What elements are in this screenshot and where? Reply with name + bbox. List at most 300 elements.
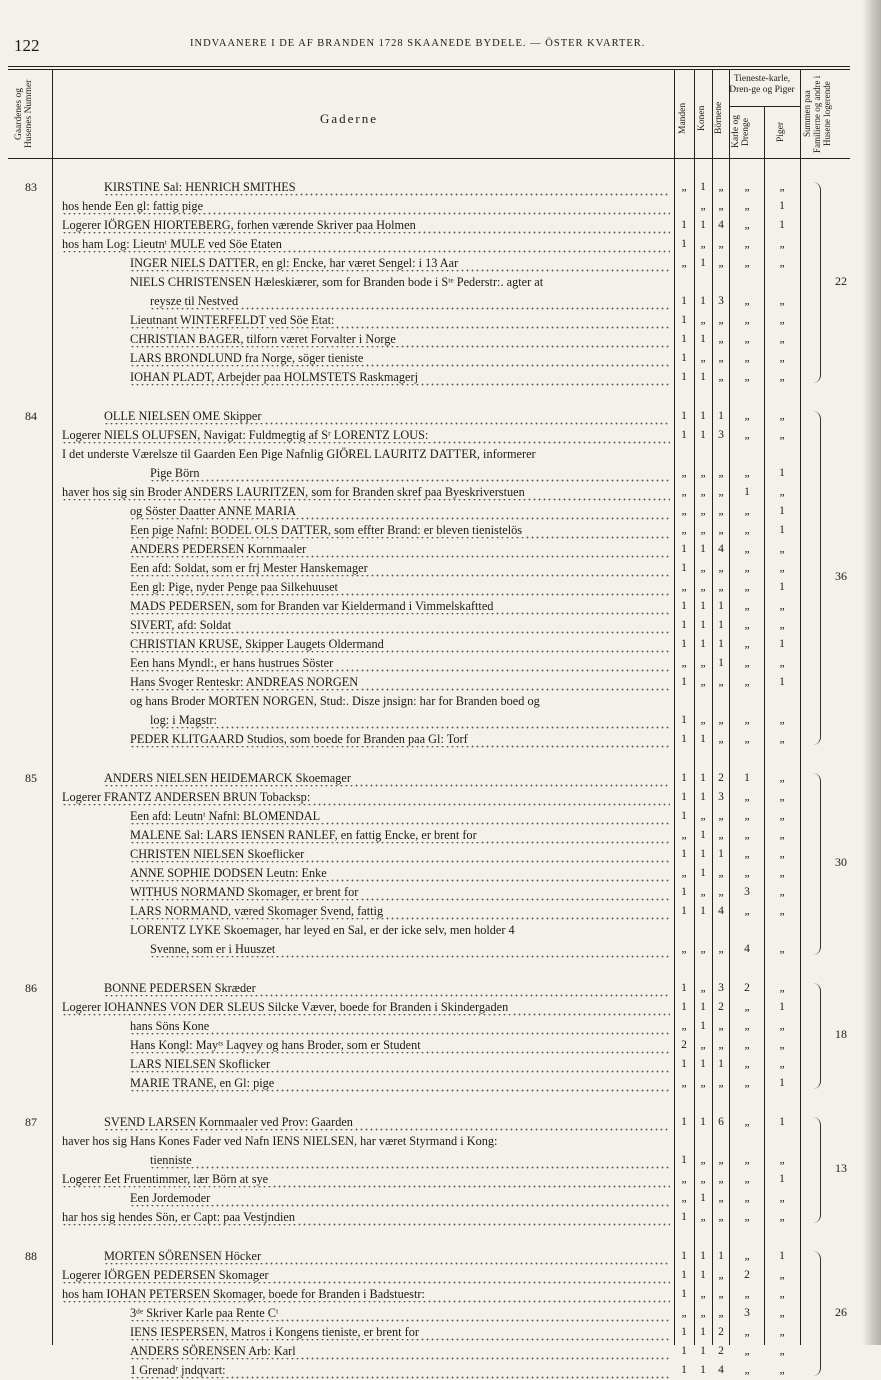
count-konen: 1 — [700, 543, 706, 555]
entry-text-label: 3ᵈᵉ Skriver Karle paa Rente Cᵗ — [130, 1306, 281, 1320]
table-row — [0, 616, 862, 635]
entry-text — [62, 235, 670, 254]
count-konen: „ — [700, 238, 706, 250]
count-manden: 1 — [681, 543, 687, 555]
entry-text — [130, 1323, 670, 1342]
count-konen: 1 — [700, 600, 706, 612]
count-piger: 1 — [779, 676, 785, 688]
count-karle: „ — [744, 1345, 750, 1357]
count-piger: „ — [779, 886, 785, 898]
group-brace — [808, 411, 821, 745]
count-karle: „ — [744, 1173, 750, 1185]
group-brace — [808, 1117, 821, 1223]
count-konen: 1 — [700, 371, 706, 383]
count-manden: 1 — [681, 371, 687, 383]
count-manden: „ — [681, 581, 687, 593]
count-manden: 1 — [681, 410, 687, 422]
count-karle: „ — [744, 848, 750, 860]
count-konen: 1 — [700, 333, 706, 345]
count-karle: 3 — [744, 886, 750, 898]
table-row — [0, 730, 862, 749]
entry-text-label: ANDERS PEDERSEN Kornmaaler — [130, 542, 309, 556]
count-konen: „ — [700, 1288, 706, 1300]
count-konen: 1 — [700, 829, 706, 841]
entry-text-label: log: i Magstr: — [150, 713, 220, 727]
count-konen: 1 — [700, 181, 706, 193]
table-row — [0, 769, 862, 788]
table-row — [0, 711, 862, 730]
count-karle: 3 — [744, 1307, 750, 1319]
table-row — [0, 445, 862, 464]
count-bornene: „ — [718, 257, 724, 269]
count-manden: 1 — [681, 333, 687, 345]
count-karle: „ — [744, 600, 750, 612]
count-piger: „ — [779, 619, 785, 631]
table-row — [0, 902, 862, 921]
entry-text-label: ANNE SOPHIE DODSEN Leutn: Enke — [130, 866, 330, 880]
count-piger: „ — [779, 238, 785, 250]
group-brace — [808, 1251, 821, 1376]
count-karle: „ — [744, 657, 750, 669]
count-manden: „ — [681, 181, 687, 193]
count-karle: „ — [744, 429, 750, 441]
count-konen: „ — [700, 562, 706, 574]
count-piger: 1 — [779, 467, 785, 479]
entry-text — [104, 769, 670, 788]
table-row — [0, 883, 862, 902]
entry-text — [130, 1036, 670, 1055]
entry-text-label: hos ham IOHAN PETERSEN Skomager, boede for Branden i Badstuestr: — [62, 1287, 428, 1301]
count-piger: „ — [779, 1326, 785, 1338]
entry-text — [130, 902, 670, 921]
count-manden: „ — [681, 467, 687, 479]
count-karle: „ — [744, 733, 750, 745]
entry-text — [130, 597, 670, 616]
header-bottom-rule — [8, 158, 850, 159]
count-karle: „ — [744, 1211, 750, 1223]
entry-text-label: LORENTZ LYKE Skoemager, har leyed en Sal, er der icke selv, men holder 4 — [130, 923, 518, 937]
count-karle: „ — [744, 1288, 750, 1300]
entry-text-label: tienniste — [150, 1153, 195, 1167]
entry-text-label: Logerer IÖRGEN HIORTEBERG, forhen værende Skriver paa Holmen — [62, 218, 419, 232]
entry-text — [130, 807, 670, 826]
count-karle: „ — [744, 200, 750, 212]
count-piger: „ — [779, 429, 785, 441]
table-row — [0, 1113, 862, 1132]
running-head — [0, 0, 862, 60]
entry-text — [150, 292, 670, 311]
entry-text-label: CHRISTIAN BAGER, tilforn været Forvalter i Norge — [130, 332, 399, 346]
count-manden: 1 — [681, 352, 687, 364]
count-manden: 1 — [681, 1250, 687, 1262]
count-piger: „ — [779, 371, 785, 383]
table-row — [0, 1304, 862, 1323]
count-konen: „ — [700, 467, 706, 479]
count-piger: „ — [779, 867, 785, 879]
table-row — [0, 1017, 862, 1036]
count-piger: „ — [779, 1039, 785, 1051]
entry-text — [62, 1132, 670, 1151]
header-top-rule-2 — [8, 69, 850, 70]
entry-text — [130, 273, 670, 292]
count-manden: 1 — [681, 295, 687, 307]
table-row — [0, 254, 862, 273]
count-konen: 1 — [700, 429, 706, 441]
entry-text-label: WITHUS NORMAND Skomager, er brent for — [130, 885, 361, 899]
entry-text — [130, 1304, 670, 1323]
table-row — [0, 521, 862, 540]
entry-text-label: KIRSTINE Sal: HENRICH SMITHES — [104, 180, 299, 194]
count-karle: „ — [744, 1154, 750, 1166]
count-piger: „ — [779, 295, 785, 307]
entry-text-label: Lieutnant WINTERFELDT ved Söe Etat: — [130, 313, 337, 327]
count-bornene: „ — [718, 1192, 724, 1204]
entry-text-label: og hans Broder MORTEN NORGEN, Stud:. Disze jnsign: har for Branden boed og — [130, 694, 543, 708]
count-bornene: „ — [718, 371, 724, 383]
count-manden: 1 — [681, 219, 687, 231]
count-konen: „ — [700, 1154, 706, 1166]
count-bornene: 3 — [718, 791, 724, 803]
entry-text — [104, 407, 670, 426]
count-manden: 1 — [681, 676, 687, 688]
count-karle: „ — [744, 257, 750, 269]
count-piger: „ — [779, 352, 785, 364]
entry-text — [130, 616, 670, 635]
count-piger: „ — [779, 1307, 785, 1319]
count-piger: „ — [779, 410, 785, 422]
count-karle: „ — [744, 905, 750, 917]
table-row — [0, 1247, 862, 1266]
table-row — [0, 178, 862, 197]
header-tieneste: Tieneste-karle, Dren-ge og Piger — [729, 74, 795, 95]
entry-text — [130, 673, 670, 692]
count-konen: 1 — [700, 257, 706, 269]
entry-text-label: BONNE PEDERSEN Skræder — [104, 981, 259, 995]
entry-text — [130, 845, 670, 864]
count-konen: 1 — [700, 772, 706, 784]
count-piger: „ — [779, 848, 785, 860]
count-bornene: 2 — [718, 1001, 724, 1013]
count-piger: „ — [779, 486, 785, 498]
count-bornene: „ — [718, 1173, 724, 1185]
entry-text — [62, 197, 670, 216]
count-manden: 1 — [681, 791, 687, 803]
count-manden: „ — [681, 257, 687, 269]
count-bornene: 4 — [718, 219, 724, 231]
count-konen: 1 — [700, 1364, 706, 1376]
count-karle: „ — [744, 219, 750, 231]
count-konen: „ — [700, 1077, 706, 1089]
count-manden: 1 — [681, 1154, 687, 1166]
count-karle: „ — [744, 333, 750, 345]
count-bornene: „ — [718, 810, 724, 822]
group-sum: 26 — [835, 1304, 847, 1319]
count-piger: 1 — [779, 200, 785, 212]
count-manden: 1 — [681, 314, 687, 326]
count-piger: 1 — [779, 1250, 785, 1262]
count-bornene: 2 — [718, 772, 724, 784]
entry-text-label: MORTEN SÖRENSEN Höcker — [104, 1249, 264, 1263]
count-piger: „ — [779, 1020, 785, 1032]
entry-text-label: LARS NORMAND, væred Skomager Svend, fattig — [130, 904, 386, 918]
count-piger: „ — [779, 1192, 785, 1204]
table-row — [0, 1132, 862, 1151]
count-manden: 1 — [681, 886, 687, 898]
count-piger: „ — [779, 943, 785, 955]
group-sum: 30 — [835, 855, 847, 869]
count-karle: „ — [744, 1020, 750, 1032]
count-bornene: „ — [718, 200, 724, 212]
count-manden: 1 — [681, 905, 687, 917]
count-manden: 1 — [681, 848, 687, 860]
count-karle: „ — [744, 1250, 750, 1262]
count-bornene: „ — [718, 486, 724, 498]
table-row — [0, 654, 862, 673]
entry-text — [130, 330, 670, 349]
count-piger: 1 — [779, 524, 785, 536]
entry-text-label: NIELS CHRISTENSEN Hæleskiærer, som for Branden bode i Sᵗᵉ Pederstr:. agter at — [130, 275, 546, 289]
entry-text-label: IENS IESPERSEN, Matros i Kongens tieniste, er brent for — [130, 1325, 422, 1339]
table-row — [0, 483, 862, 502]
table-row — [0, 940, 862, 959]
entry-text — [62, 216, 670, 235]
count-manden: 1 — [681, 238, 687, 250]
count-bornene: „ — [718, 238, 724, 250]
entry-text — [150, 1151, 670, 1170]
count-konen: „ — [700, 314, 706, 326]
count-manden: 1 — [681, 1058, 687, 1070]
table-row — [0, 502, 862, 521]
count-manden: 1 — [681, 429, 687, 441]
count-bornene: „ — [718, 581, 724, 593]
header-street-col: Gaderne — [320, 111, 379, 126]
count-konen: 1 — [700, 619, 706, 631]
count-bornene: 1 — [718, 638, 724, 650]
entry-text-label: Hans Svoger Renteskr: ANDREAS NORGEN — [130, 675, 361, 689]
count-bornene: „ — [718, 1307, 724, 1319]
gaard-number: 85 — [25, 771, 37, 785]
table-row — [0, 597, 862, 616]
table-row — [0, 216, 862, 235]
count-karle: „ — [744, 352, 750, 364]
entry-text — [104, 979, 670, 998]
table-row — [0, 426, 862, 445]
count-karle: „ — [744, 524, 750, 536]
count-piger: „ — [779, 600, 785, 612]
count-konen: „ — [700, 581, 706, 593]
header-gaard-col: Gaardenes og Husenes Nummer — [14, 79, 34, 149]
entry-text — [150, 940, 670, 959]
count-konen: 1 — [700, 791, 706, 803]
table-row — [0, 407, 862, 426]
count-karle: „ — [744, 562, 750, 574]
table-row — [0, 1208, 862, 1227]
count-manden: 1 — [681, 1001, 687, 1013]
entry-text-label: Een afd: Soldat, som er frj Mester Hanskemager — [130, 561, 371, 575]
entry-text — [62, 1170, 670, 1189]
count-konen: 1 — [700, 219, 706, 231]
table-row — [0, 1036, 862, 1055]
entry-text-label: Logerer IOHANNES VON DER SLEUS Silcke Væver, boede for Branden i Skindergaden — [62, 1000, 511, 1014]
count-konen: „ — [700, 200, 706, 212]
entry-text — [62, 426, 670, 445]
entry-text — [130, 559, 670, 578]
entry-text — [130, 1055, 670, 1074]
count-bornene: „ — [718, 1039, 724, 1051]
count-piger: „ — [779, 772, 785, 784]
count-piger: 1 — [779, 581, 785, 593]
count-bornene: „ — [718, 314, 724, 326]
entry-text-label: haver hos sig sin Broder ANDERS LAURITZEN, som for Branden skref paa Byeskriverstuen — [62, 485, 528, 499]
count-konen: „ — [700, 810, 706, 822]
header-manden: Manden — [678, 102, 688, 134]
count-karle: „ — [744, 714, 750, 726]
entry-text-label: Pige Börn — [150, 466, 203, 480]
entry-text — [130, 1017, 670, 1036]
table-row — [0, 464, 862, 483]
count-konen: 1 — [700, 1269, 706, 1281]
count-karle: „ — [744, 676, 750, 688]
count-bornene: 3 — [718, 982, 724, 994]
count-karle: „ — [744, 314, 750, 326]
header-summen: Summen paa Familierne og andre i Husene logerende — [802, 75, 832, 153]
table-row — [0, 788, 862, 807]
entry-text — [130, 502, 670, 521]
entry-text-label: Een afd: Leutnᵗ Nafnl: BLOMENDAL — [130, 809, 323, 823]
count-piger: „ — [779, 810, 785, 822]
count-manden: 1 — [681, 982, 687, 994]
count-manden: „ — [681, 943, 687, 955]
count-bornene: „ — [718, 676, 724, 688]
count-piger: „ — [779, 1211, 785, 1223]
count-bornene: 2 — [718, 1326, 724, 1338]
count-bornene: „ — [718, 333, 724, 345]
entry-text-label: LARS NIELSEN Skoflicker — [130, 1057, 273, 1071]
table-row — [0, 826, 862, 845]
count-manden: 1 — [681, 772, 687, 784]
table-row — [0, 1074, 862, 1093]
count-bornene: 4 — [718, 1364, 724, 1376]
count-piger: „ — [779, 1269, 785, 1281]
gaard-number: 87 — [25, 1115, 37, 1129]
count-karle: „ — [744, 410, 750, 422]
count-manden: 2 — [681, 1039, 687, 1051]
entry-text — [130, 311, 670, 330]
count-konen: „ — [700, 886, 706, 898]
entry-text-label: Logerer IÖRGEN PEDERSEN Skomager — [62, 1268, 272, 1282]
count-piger: 1 — [779, 1077, 785, 1089]
entry-text-label: MALENE Sal: LARS IENSEN RANLEF, en fattig Encke, er brent for — [130, 828, 480, 842]
entry-text-label: hos ham Log: Lieutnᵗ MULE ved Söe Etaten — [62, 237, 285, 251]
entry-text — [130, 578, 670, 597]
count-konen: „ — [700, 524, 706, 536]
count-manden: „ — [681, 1173, 687, 1185]
count-karle: „ — [744, 1326, 750, 1338]
count-piger: „ — [779, 657, 785, 669]
count-bornene: „ — [718, 829, 724, 841]
table-row — [0, 921, 862, 940]
entry-text — [104, 178, 670, 197]
table-row — [0, 349, 862, 368]
count-bornene: „ — [718, 714, 724, 726]
count-karle: „ — [744, 791, 750, 803]
table-row — [0, 1323, 862, 1342]
count-konen: „ — [700, 943, 706, 955]
count-piger: 1 — [779, 1001, 785, 1013]
count-karle: „ — [744, 810, 750, 822]
count-bornene: „ — [718, 181, 724, 193]
table-row — [0, 845, 862, 864]
entry-text-label: PEDER KLITGAARD Studios, som boede for Branden paa Gl: Torf — [130, 732, 471, 746]
count-konen: „ — [700, 676, 706, 688]
table-row — [0, 235, 862, 254]
entry-text-label: reysze til Nestved — [150, 294, 241, 308]
table-row — [0, 692, 862, 711]
header-piger: Piger — [776, 121, 786, 143]
count-bornene: 1 — [718, 600, 724, 612]
group-sum: 13 — [835, 1161, 847, 1175]
count-bornene: 2 — [718, 1345, 724, 1357]
header-konen: Konen — [697, 105, 707, 131]
count-konen: 1 — [700, 1001, 706, 1013]
count-manden: 1 — [681, 733, 687, 745]
count-karle: „ — [744, 181, 750, 193]
entry-text — [130, 540, 670, 559]
entry-text-label: haver hos sig Hans Kones Fader ved Nafn IENS NIELSEN, har været Styrmand i Kong: — [62, 1134, 500, 1148]
count-manden: „ — [681, 1020, 687, 1032]
count-karle: „ — [744, 467, 750, 479]
count-manden: 1 — [681, 1211, 687, 1223]
count-piger: „ — [779, 733, 785, 745]
entry-text-label: Logerer FRANTZ ANDERSEN BRUN Tobacksp: — [62, 790, 313, 804]
count-konen: „ — [700, 1307, 706, 1319]
count-karle: „ — [744, 1039, 750, 1051]
table-row — [0, 673, 862, 692]
count-karle: 2 — [744, 1269, 750, 1281]
count-manden: 1 — [681, 1364, 687, 1376]
running-title: INDVAANERE I DE AF BRANDEN 1728 SKAANEDE BYDELE. — ÖSTER KVARTER. — [190, 38, 646, 49]
table-row — [0, 540, 862, 559]
count-piger: „ — [779, 543, 785, 555]
entry-text-label: CHRISTIAN KRUSE, Skipper Laugets Oldermand — [130, 637, 387, 651]
count-konen: „ — [700, 505, 706, 517]
count-piger: „ — [779, 791, 785, 803]
entry-text-label: Een Jordemoder — [130, 1191, 213, 1205]
entry-text — [62, 1208, 670, 1227]
entry-text-label: CHRISTEN NIELSEN Skoeflicker — [130, 847, 307, 861]
entry-text-label: har hos sig hendes Sön, er Capt: paa Vestjndien — [62, 1210, 298, 1224]
count-karle: 4 — [744, 943, 750, 955]
count-piger: „ — [779, 1345, 785, 1357]
count-bornene: „ — [718, 1154, 724, 1166]
count-karle: „ — [744, 581, 750, 593]
count-karle: 2 — [744, 982, 750, 994]
gaard-number: 86 — [25, 981, 37, 995]
header-top-rule — [8, 66, 850, 67]
count-piger: „ — [779, 257, 785, 269]
entry-text — [62, 1266, 670, 1285]
count-piger: „ — [779, 314, 785, 326]
count-manden: „ — [681, 505, 687, 517]
count-piger: 1 — [779, 505, 785, 517]
entry-text — [130, 254, 670, 273]
count-konen: 1 — [700, 1020, 706, 1032]
entry-text — [104, 1113, 670, 1132]
count-bornene: „ — [718, 505, 724, 517]
count-konen: 1 — [700, 848, 706, 860]
entry-text-label: Een gl: Pige, nyder Penge paa Silkehuuset — [130, 580, 341, 594]
entry-text — [130, 692, 670, 711]
